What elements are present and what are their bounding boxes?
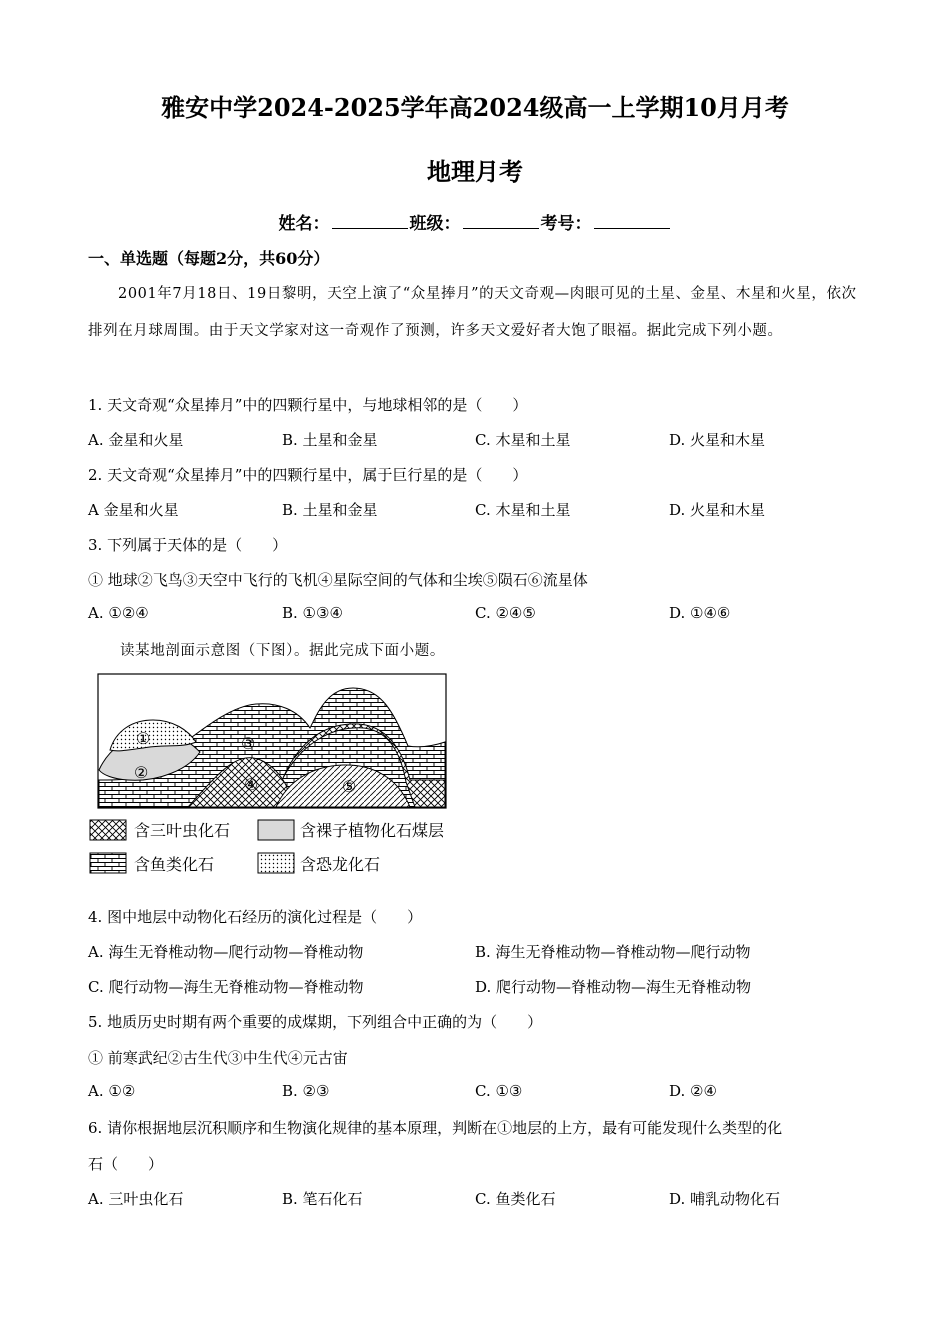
passage-1: 2001年7月18日、19日黎明，天空上演了“众星捧月”的天文奇观—肉眼可见的土星、金星、木星和火星，依次排列在月球周围。由于天文学家对这一奇观作了预测，许多天文爱好者大饱了眼福。据此完成下列小题。: [88, 286, 857, 339]
q3-option-d: D. ①④⑥: [669, 604, 731, 622]
q2-option-c: C. 木星和土星: [475, 501, 571, 519]
class-blank: [463, 214, 539, 229]
layer-label-2: ②: [134, 763, 149, 782]
name-blank: [332, 214, 408, 229]
q4-option-c: C. 爬行动物—海生无脊椎动物—脊椎动物: [88, 978, 364, 996]
q5-option-b: B. ②③: [282, 1082, 330, 1100]
legend-swatch-fish: [90, 853, 126, 873]
class-label: 班级：: [409, 214, 461, 234]
section-heading: 一、单选题（每题2分，共60分）: [88, 249, 330, 268]
q4-option-d: D. 爬行动物—脊椎动物—海生无脊椎动物: [475, 978, 752, 996]
q6-option-a: A. 三叶虫化石: [88, 1190, 184, 1208]
student-info-line: [0, 209, 950, 234]
q6-option-c: C. 鱼类化石: [475, 1190, 556, 1208]
exam-subtitle: 地理月考: [427, 157, 523, 186]
q3-option-a: A. ①②④: [88, 604, 149, 622]
q4-option-b: B. 海生无脊椎动物—脊椎动物—爬行动物: [475, 943, 751, 961]
q1-option-c: C. 木星和土星: [475, 431, 571, 449]
q2-option-b: B. 土星和金星: [282, 501, 378, 519]
layer-label-1: ①: [136, 729, 151, 748]
number-label: 考号：: [540, 214, 592, 234]
geologic-section-diagram: [88, 670, 468, 889]
question-5-items: ① 前寒武纪②古生代③中生代④元古宙: [88, 1049, 348, 1067]
legend-swatch-trilobite: [90, 820, 126, 840]
legend-swatch-dinosaur: [258, 853, 294, 873]
q3-option-c: C. ②④⑤: [475, 604, 536, 622]
layer-label-3: ③: [241, 734, 256, 753]
exam-title: 雅安中学2024-2025学年高2024级高一上学期10月月考: [161, 93, 789, 122]
question-4-stem: 4. 图中地层中动物化石经历的演化过程是（ ）: [88, 908, 423, 926]
question-6-stem-line1: 6. 请你根据地层沉积顺序和生物演化规律的基本原理，判断在①地层的上方，最有可能发现什么类型的化: [88, 1119, 783, 1137]
legend-trilobite: 含三叶虫化石: [134, 821, 231, 840]
q4-option-a: A. 海生无脊椎动物—爬行动物—脊椎动物: [88, 943, 364, 961]
layer-label-4: ④: [244, 775, 259, 794]
question-3-stem: 3. 下列属于天体的是（ ）: [88, 536, 288, 554]
q2-option-d: D. 火星和木星: [669, 501, 766, 519]
layer-label-5: ⑤: [342, 777, 357, 796]
q6-option-d: D. 哺乳动物化石: [669, 1190, 781, 1208]
legend-dinosaur: 含恐龙化石: [300, 855, 381, 874]
name-label: 姓名：: [278, 214, 330, 234]
q5-option-c: C. ①③: [475, 1082, 523, 1100]
legend-swatch-gymnosperm: [258, 820, 294, 840]
legend-gymnosperm: 含裸子植物化石煤层: [300, 821, 445, 840]
q5-option-d: D. ②④: [669, 1082, 717, 1100]
passage-2: 读某地剖面示意图（下图）。据此完成下面小题。: [120, 643, 445, 659]
question-3-items: ① 地球②飞鸟③天空中飞行的飞机④星际空间的气体和尘埃⑤陨石⑥流星体: [88, 571, 588, 589]
q3-option-b: B. ①③④: [282, 604, 343, 622]
legend-fish: 含鱼类化石: [134, 855, 215, 874]
q1-option-a: A. 金星和火星: [88, 431, 184, 449]
question-1-stem: 1. 天文奇观“众星捧月”中的四颗行星中，与地球相邻的是（ ）: [88, 396, 528, 414]
number-blank: [594, 214, 670, 229]
q5-option-a: A. ①②: [88, 1082, 136, 1100]
q6-option-b: B. 笔石化石: [282, 1190, 363, 1208]
question-5-stem: 5. 地质历史时期有两个重要的成煤期，下列组合中正确的为（ ）: [88, 1013, 543, 1031]
q1-option-d: D. 火星和木星: [669, 431, 766, 449]
q2-option-a: A 金星和火星: [88, 501, 179, 519]
question-6-stem-line2: 石（ ）: [88, 1155, 164, 1173]
question-2-stem: 2. 天文奇观“众星捧月”中的四颗行星中，属于巨行星的是（ ）: [88, 466, 528, 484]
q1-option-b: B. 土星和金星: [282, 431, 378, 449]
